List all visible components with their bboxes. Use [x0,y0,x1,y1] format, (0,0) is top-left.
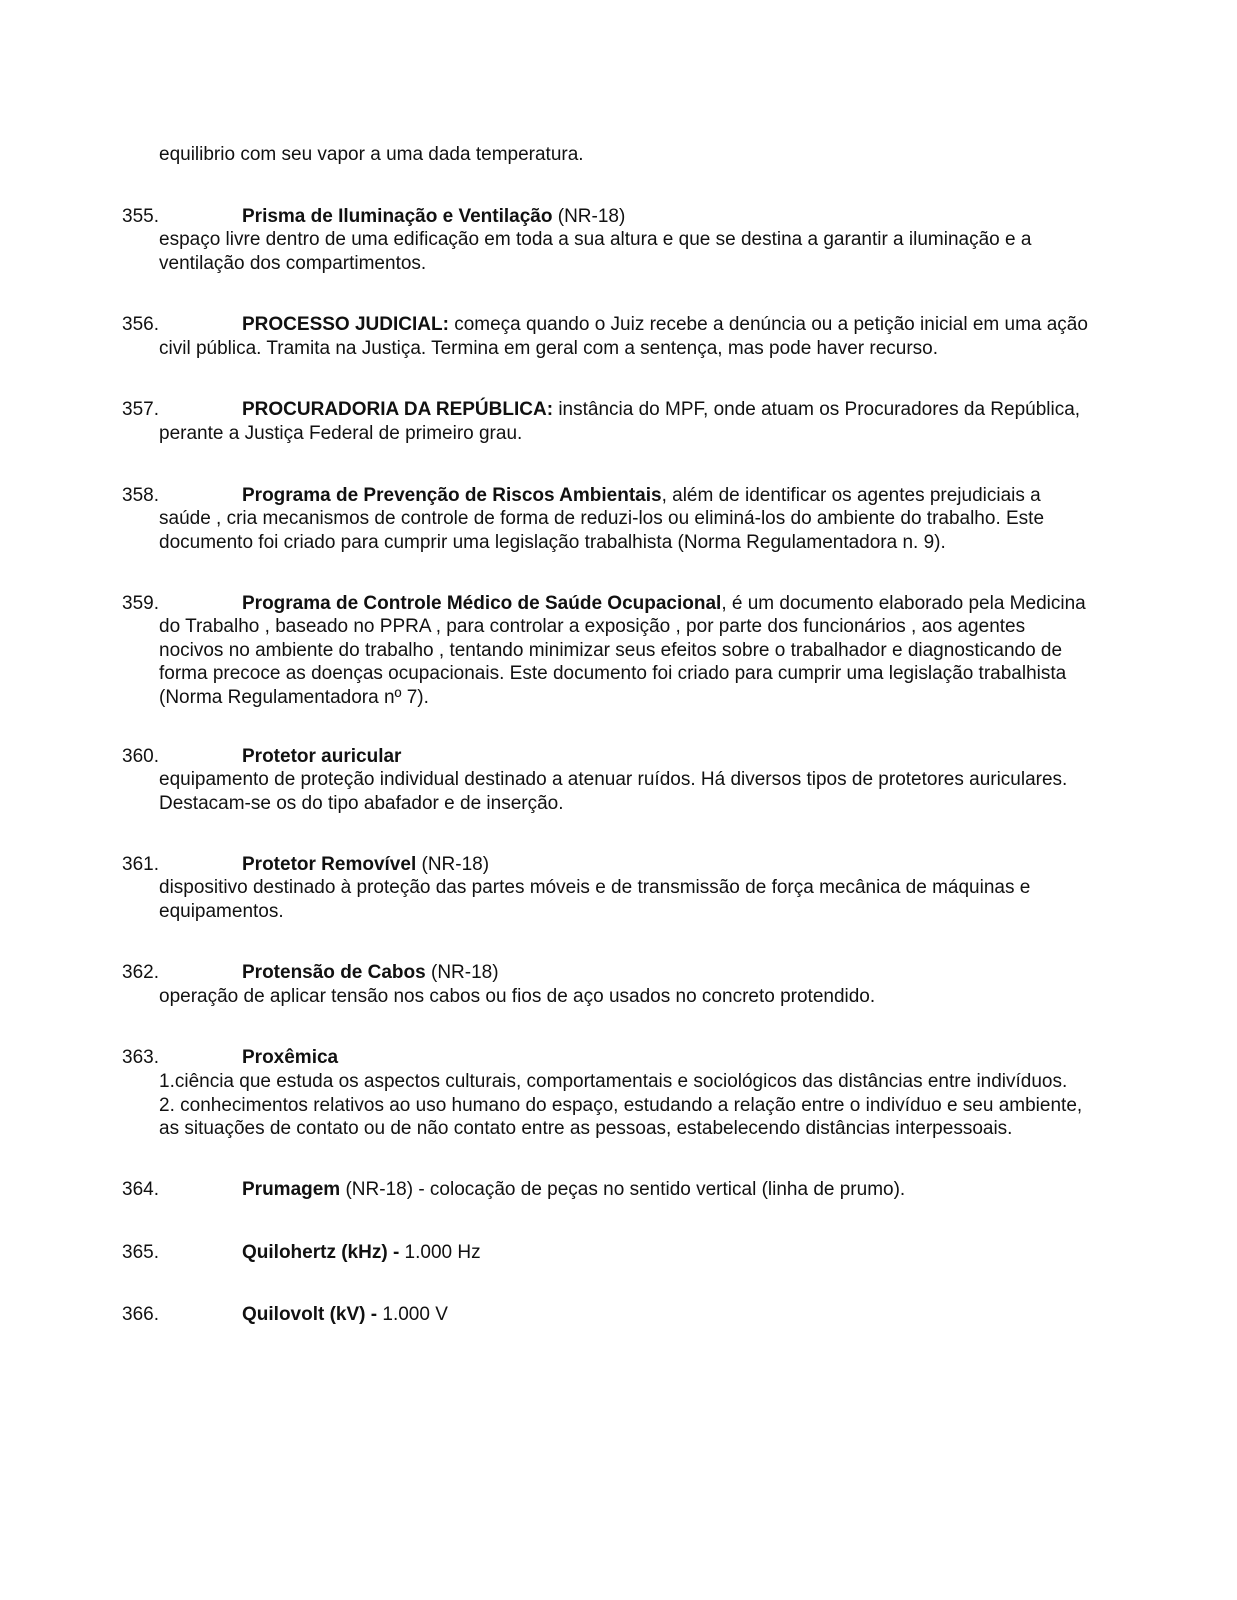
entry-heading [242,398,1080,422]
entry-term: PROCESSO JUDICIAL: [242,314,449,335]
entry-heading [242,1241,481,1265]
definition-line: dispositivo destinado à proteção das partes móveis e de transmissão de força mecânica de máquinas e [159,877,1031,898]
entry-heading [242,853,489,877]
entry-definition [159,228,1139,275]
definition-line: do Trabalho , baseado no PPRA , para controlar a exposição , por parte dos funcionários , aos agentes [159,616,1026,637]
entry-heading [242,745,401,769]
entry-heading [242,313,1088,337]
entry-number: 361. [122,854,159,875]
entry-number: 355. [122,206,159,227]
entry-term: Protensão de Cabos [242,962,426,983]
definition-line: saúde , cria mecanismos de controle de forma de reduzi-los ou eliminá-los do ambiente do trabalho. Este [159,508,1045,529]
entry-definition [159,876,1139,923]
definition-line: 1.ciência que estuda os aspectos culturais, comportamentais e sociológicos das distâncias entre indivíduos. [159,1071,1068,1092]
entry-heading [242,1046,338,1070]
definition-line: civil pública. Tramita na Justiça. Termina em geral com a sentença, mas pode haver recurso. [159,338,938,359]
entry-term-suffix: (NR-18) [416,854,490,875]
entry-heading [242,961,499,985]
entry-number: 365. [122,1242,159,1263]
entry-definition [159,985,1139,1009]
entry-term: Prumagem [242,1179,341,1200]
entry-heading [242,1178,905,1202]
entry-term-suffix: (NR-18) [552,206,626,227]
entry-term: Protetor Removível [242,854,417,875]
entry-number: 358. [122,485,159,506]
entry-term: Programa de Prevenção de Riscos Ambientais [242,485,662,506]
entry-term: Prisma de Iluminação e Ventilação [242,206,553,227]
entry-number: 357. [122,399,159,420]
entry-term-suffix: (NR-18) [425,962,499,983]
entry-heading [242,205,625,229]
entry-term-suffix: 1.000 Hz [399,1242,481,1263]
definition-line: forma precoce as doenças ocupacionais. Este documento foi criado para cumprir uma legislação trabalhista [159,663,1067,684]
entry-term: Quilovolt (kV) - [242,1304,378,1325]
entry-heading [242,592,1086,616]
definition-line: documento foi criado para cumprir uma legislação trabalhista (Norma Regulamentadora n. 9). [159,531,946,553]
entry-number: 360. [122,746,159,767]
entry-term-suffix: começa quando o Juiz recebe a denúncia ou a petição inicial em uma ação [448,314,1088,335]
definition-line: espaço livre dentro de uma edificação em toda a sua altura e que se destina a garantir a iluminação e a [159,229,1032,250]
definition-line: (Norma Regulamentadora nº 7). [159,686,429,708]
definition-line: as situações de contato ou de não contato entre as pessoas, estabelecendo distâncias interpessoais. [159,1118,1013,1139]
entry-term: Proxêmica [242,1047,339,1068]
entry-number: 363. [122,1047,159,1068]
entry-term-suffix: , é um documento elaborado pela Medicina [721,593,1086,614]
definition-line: equipamentos. [159,900,284,922]
entry-number: 362. [122,962,159,983]
entry-term: Protetor auricular [242,746,402,767]
definition-line: equipamento de proteção individual destinado a atenuar ruídos. Há diversos tipos de protetores auriculares. [159,769,1068,790]
entry-term-suffix: , além de identificar os agentes prejudiciais a [661,485,1041,506]
entry-definition [159,337,1139,361]
entry-term: PROCURADORIA DA REPÚBLICA: [242,399,554,420]
entry-number: 364. [122,1179,159,1200]
entry-definition [159,507,1139,554]
entry-term-suffix: (NR-18) - colocação de peças no sentido vertical (linha de prumo). [340,1179,906,1200]
entry-heading [242,1303,448,1327]
continuation-text: equilibrio com seu vapor a uma dada temperatura. [159,144,584,165]
entry-definition [159,1070,1139,1141]
entry-definition [159,615,1139,709]
definition-line: perante a Justiça Federal de primeiro grau. [159,423,523,444]
entry-definition [159,768,1139,815]
entry-term: Quilohertz (kHz) - [242,1242,400,1263]
entry-number: 366. [122,1304,159,1325]
entry-term-suffix: 1.000 V [377,1304,448,1325]
entry-number: 359. [122,593,159,614]
definition-line: ventilação dos compartimentos. [159,252,427,274]
definition-line: operação de aplicar tensão nos cabos ou fios de aço usados no concreto protendido. [159,986,876,1007]
definition-line: 2. conhecimentos relativos ao uso humano do espaço, estudando a relação entre o indivíduo e seu ambiente, [159,1094,1083,1116]
entry-term-suffix: instância do MPF, onde atuam os Procuradores da República, [553,399,1081,420]
entry-definition [159,422,1139,446]
entry-heading [242,484,1041,508]
entry-term: Programa de Controle Médico de Saúde Ocupacional [242,593,722,614]
definition-line: Destacam-se os do tipo abafador e de inserção. [159,792,564,814]
definition-line: nocivos no ambiente do trabalho , tentando minimizar seus efeitos sobre o trabalhador e diagnosticando de [159,639,1063,661]
entry-number: 356. [122,314,159,335]
